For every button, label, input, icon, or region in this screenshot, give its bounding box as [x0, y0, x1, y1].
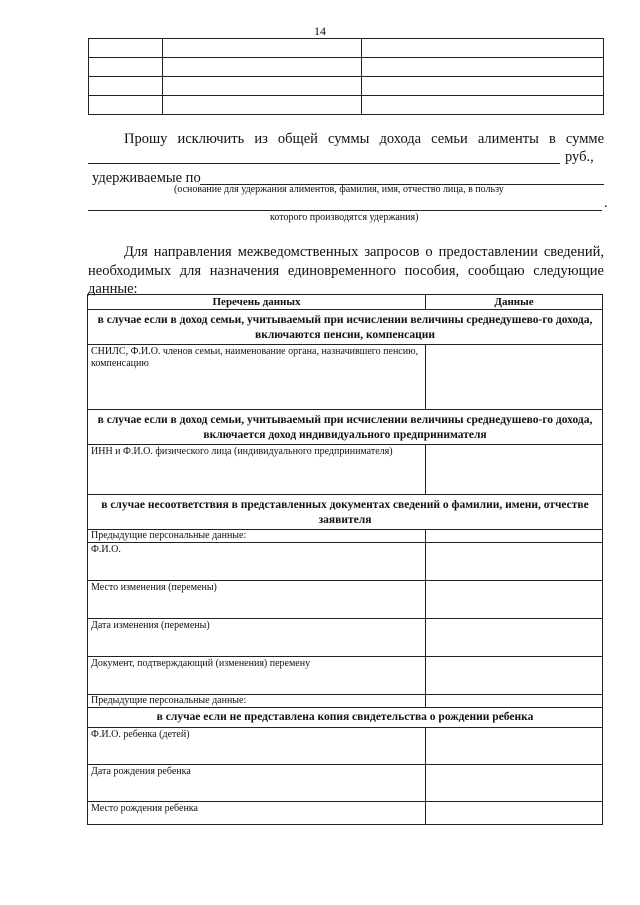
- snils-label: СНИЛС, Ф.И.О. членов семьи, наименование органа, назначившего пенсию, компенсацию: [88, 345, 426, 410]
- change-place-value[interactable]: [426, 581, 603, 619]
- intro-line-1: Для направления межведомственных запросов о предоставлении сведений,: [124, 244, 604, 260]
- fio-label: Ф.И.О.: [88, 543, 426, 581]
- table-row: [88, 445, 603, 495]
- table-row: [89, 39, 604, 58]
- prev-data-label-2: Предыдущие персональные данные:: [88, 695, 426, 708]
- basis-caption: (основание для удержания алиментов, фамилия, имя, отчество лица, в пользу: [174, 184, 504, 195]
- child-fio-label: Ф.И.О. ребенка (детей): [88, 728, 426, 765]
- table-row: [88, 765, 603, 802]
- recipient-caption: которого производятся удержания): [270, 212, 419, 223]
- table-header-row: [88, 295, 603, 310]
- section-row: [88, 310, 603, 345]
- table-row: [88, 619, 603, 657]
- table-row: [88, 695, 603, 708]
- table-row: [89, 58, 604, 77]
- table-row: [88, 530, 603, 543]
- rub-label: руб.,: [565, 149, 594, 165]
- change-date-label: Дата изменения (перемены): [88, 619, 426, 657]
- section-birth-certificate: в случае если не представлена копия свидетельства о рождении ребенка: [88, 708, 603, 728]
- period-mark: .: [604, 195, 608, 211]
- table-row: [89, 96, 604, 115]
- change-date-value[interactable]: [426, 619, 603, 657]
- page-number: 14: [314, 24, 326, 38]
- snils-value[interactable]: [426, 345, 603, 410]
- section-name-mismatch: в случае несоответствия в представленных документах сведений о фамилии, имени, отчестве заявителя: [88, 495, 603, 530]
- table-row: [88, 581, 603, 619]
- header-data: Данные: [426, 295, 603, 310]
- top-table: [88, 38, 604, 115]
- table-row: [88, 802, 603, 825]
- table-row: [88, 657, 603, 695]
- birth-place-label: Место рождения ребенка: [88, 802, 426, 825]
- inn-value[interactable]: [426, 445, 603, 495]
- alimony-request-line: Прошу исключить из общей суммы дохода семьи алименты в сумме: [124, 131, 604, 147]
- table-row: [88, 728, 603, 765]
- amount-blank-line[interactable]: [88, 163, 560, 164]
- section-row: [88, 410, 603, 445]
- birth-date-label: Дата рождения ребенка: [88, 765, 426, 802]
- recipient-blank-line[interactable]: [88, 210, 602, 211]
- inn-label: ИНН и Ф.И.О. физического лица (индивидуального предпринимателя): [88, 445, 426, 495]
- section-row: [88, 495, 603, 530]
- section-pensions: в случае если в доход семьи, учитываемый при исчислении величины среднедушево-го дохода, включаются пенсии, компенсации: [88, 310, 603, 345]
- intro-line-2: необходимых для назначения единовременного пособия, сообщаю следующие: [88, 263, 604, 279]
- child-fio-value[interactable]: [426, 728, 603, 765]
- prev-data-value-1[interactable]: [426, 530, 603, 543]
- withheld-by-label: удерживаемые по: [92, 170, 201, 186]
- data-table: [87, 294, 603, 825]
- header-list: Перечень данных: [88, 295, 426, 310]
- intro-line-3: данные:: [88, 281, 138, 297]
- prev-data-label-1: Предыдущие персональные данные:: [88, 530, 426, 543]
- table-row: [88, 345, 603, 410]
- fio-value[interactable]: [426, 543, 603, 581]
- birth-place-value[interactable]: [426, 802, 603, 825]
- birth-date-value[interactable]: [426, 765, 603, 802]
- prev-data-value-2[interactable]: [426, 695, 603, 708]
- section-row: [88, 708, 603, 728]
- change-place-label: Место изменения (перемены): [88, 581, 426, 619]
- section-entrepreneur: в случае если в доход семьи, учитываемый при исчислении величины среднедушево-го дохода, включается доход индивидуального предпринимателя: [88, 410, 603, 445]
- table-row: [88, 543, 603, 581]
- document-value[interactable]: [426, 657, 603, 695]
- table-row: [89, 77, 604, 96]
- document-label: Документ, подтверждающий (изменения) перемену: [88, 657, 426, 695]
